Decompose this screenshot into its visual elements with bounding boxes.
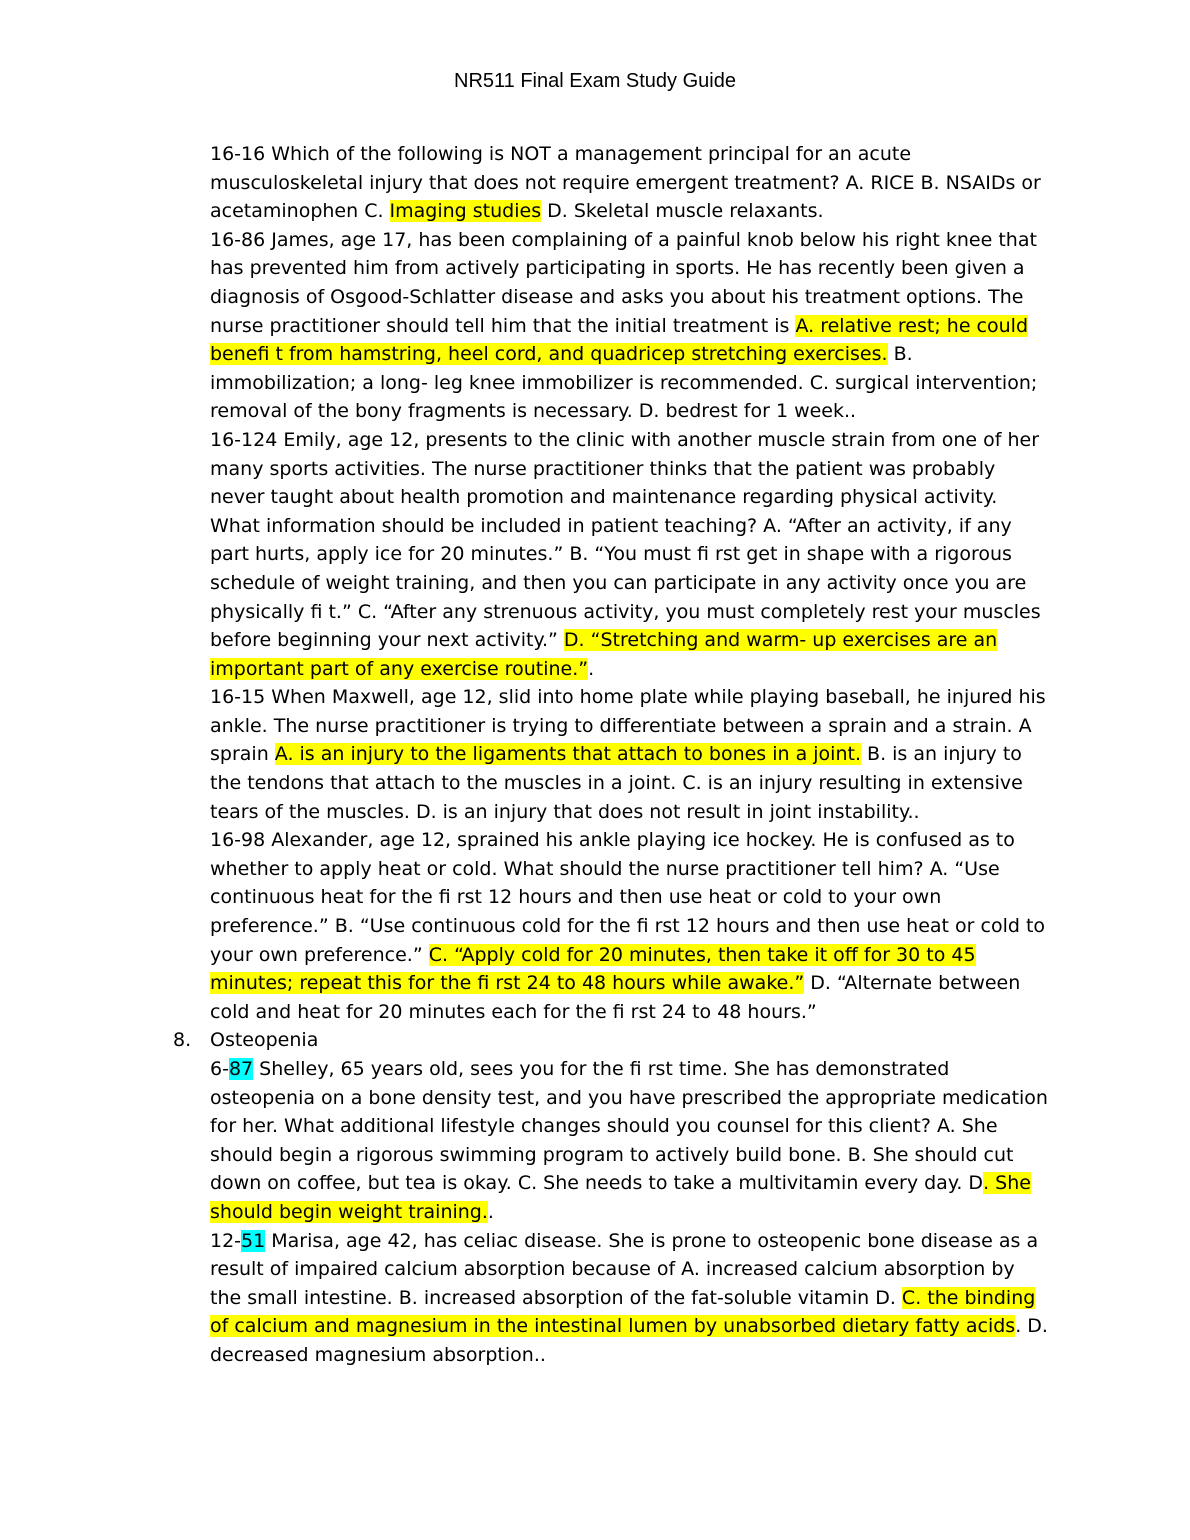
question-text: 16-16 Which of the following is NOT a management principal for an acute musculoskeletal injury that does not require emergent treatment? A. RICE B. NSAIDs or acetaminophen C. — [210, 143, 1041, 223]
highlighted-question-number: 87 — [228, 1058, 254, 1080]
highlighted-question-number: 51 — [241, 1229, 266, 1252]
list-number: 8. — [173, 1029, 192, 1052]
question-text: 16-15 When Maxwell, age 12, slid into home plate while playing baseball, he injured his ankle. The nurse practitioner is trying to differentiate between a sprain and a strain. A sprain — [210, 686, 1046, 766]
question-text-rest: . — [588, 657, 595, 680]
question-text-rest: . D. decreased magnesium absorption.. — [210, 1315, 1048, 1366]
question-prefix: 6- — [210, 1058, 229, 1080]
question-text-rest: B. immobilization; a long- leg knee immobilizer is recommended. C. surgical intervention; removal of the bony fragments is necessary. D. bedrest for 1 week.. — [210, 343, 1038, 423]
question-16-86 — [210, 226, 1050, 426]
highlighted-answer: C. the binding of calcium and magnesium in the intestinal lumen by unabsorbed dietary fatty acids — [210, 1286, 1036, 1338]
question-text-rest: B. is an injury to the tendons that attach to the muscles in a joint. C. is an injury resulting in extensive tears of the muscles. D. is an injury that does not result in joint instability.. — [210, 743, 1023, 823]
highlighted-answer: A. relative rest; he could benefi t from hamstring, heel cord, and quadricep stretching exercises. — [210, 314, 1028, 366]
question-text-rest: . — [487, 1200, 494, 1223]
highlighted-answer: D. “Stretching and warm- up exercises are an important part of any exercise routine.” — [210, 629, 998, 680]
question-prefix: 12- — [210, 1229, 242, 1252]
question-16-124 — [210, 426, 1050, 683]
question-text: 16-124 Emily, age 12, presents to the clinic with another muscle strain from one of her many sports activities. The nurse practitioner thinks that the patient was probably never taught about health promotion and maintenance regarding physical activity. What information should be included in patient teaching? A. “After an activity, if any part hurts, apply ice for 20 minutes.” B. “You must fi rst get in shape with a rigorous schedule of weight training, and then you can participate in any activity once you are physically fi t.” C. “After any strenuous activity, you must completely rest your muscles before beginning your next activity.” — [210, 428, 1041, 652]
highlighted-answer: A. is an injury to the ligaments that attach to bones in a joint. — [274, 743, 861, 766]
section-title: Osteopenia — [210, 1029, 319, 1052]
question-text: Marisa, age 42, has celiac disease. She is prone to osteopenic bone disease as a result of impaired calcium absorption because of A. increased calcium absorption by the small intestine. B. increased absorption of the fat-soluble vitamin D. — [210, 1229, 1039, 1309]
question-16-15 — [210, 683, 1050, 826]
question-16-16 — [210, 140, 1050, 226]
question-text: 16-98 Alexander, age 12, sprained his ankle playing ice hockey. He is confused as to whether to apply heat or cold. What should the nurse practitioner tell him? A. “Use continuous heat for the fi rst 12 hours and then use heat or cold to your own preference.” B. “Use continuous cold for the fi rst 12 hours and then use heat or cold to your own preference.” — [210, 829, 1046, 966]
question-text: 16-86 James, age 17, has been complaining of a painful knob below his right knee that has prevented him from actively participating in sports. He has recently been given a diagnosis of Osgood-Schlatter disease and asks you about his treatment options. The nurse practitioner should tell him that the initial treatment is — [210, 228, 1037, 337]
question-text-rest: D. “Alternate between cold and heat for 20 minutes each for the fi rst 24 to 48 hours.” — [210, 972, 1021, 1023]
question-6-87 — [210, 1055, 1050, 1227]
question-12-51 — [210, 1227, 1050, 1370]
page-header-title: NR511 Final Exam Study Guide — [454, 70, 736, 92]
section-heading-osteopenia — [173, 1026, 1050, 1055]
question-text: Shelley, 65 years old, sees you for the fi rst time. She has demonstrated osteopenia on a bone density test, and you have prescribed the appropriate medication for her. What additional lifestyle changes should you counsel for this client? A. She should begin a rigorous swimming program to actively build bone. B. She should cut down on coffee, but tea is okay. C. She needs to take a multivitamin every day. D — [210, 1058, 1048, 1195]
highlighted-answer: Imaging studies — [389, 200, 542, 223]
highlighted-answer: . She should begin weight training. — [210, 1172, 1031, 1223]
question-text-rest: D. Skeletal muscle relaxants. — [541, 200, 824, 223]
question-16-98 — [210, 826, 1050, 1026]
highlighted-answer: C. “Apply cold for 20 minutes, then take it off for 30 to 45 minutes; repeat this for the fi rst 24 to 48 hours while awake.” — [210, 943, 976, 995]
document-body — [173, 140, 1050, 1370]
